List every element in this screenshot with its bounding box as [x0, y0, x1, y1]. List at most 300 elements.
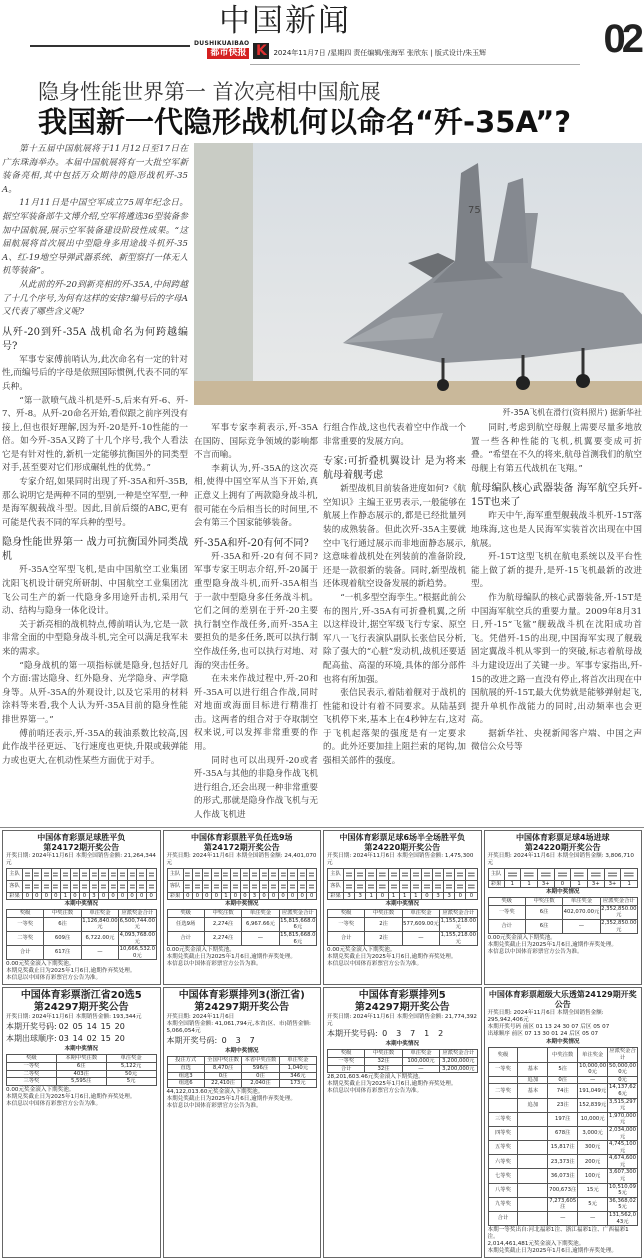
- match-cell: [307, 880, 317, 892]
- match-cell: 3+: [587, 880, 604, 888]
- match-cell: [355, 880, 366, 892]
- prize-cell: 191,049元: [578, 1084, 608, 1098]
- match-cell: [193, 880, 203, 892]
- prize-cell: 追加: [518, 1076, 548, 1084]
- match-cell: [51, 880, 61, 892]
- lottery-title: 中国体育彩票超级大乐透第24129期开奖公告: [488, 990, 637, 1010]
- section-heading: 歼-35A和歼-20有何不同?: [194, 537, 309, 549]
- prize-cell: 二等奖: [7, 932, 44, 946]
- match-cell: 1: [221, 892, 231, 900]
- match-cell: 1: [399, 892, 410, 900]
- prize-row: [488, 1141, 638, 1155]
- prize-cell: 奖级: [7, 910, 44, 918]
- prize-row: [488, 1197, 638, 1211]
- prize-cell: 组选3: [167, 1072, 204, 1080]
- prize-cell: 奖级: [488, 1048, 518, 1062]
- right-column: [194, 143, 642, 823]
- draw-number: 7: [249, 1036, 255, 1046]
- match-cell: [455, 880, 466, 892]
- prize-row: [488, 1183, 638, 1197]
- prize-cell: 中奖注数: [204, 910, 241, 918]
- match-cell: [388, 868, 399, 880]
- prize-cell: 五等奖: [488, 1141, 518, 1155]
- section-title: 中国新闻: [219, 3, 351, 39]
- paragraph: 专家介绍,如果同时出现了歼-35A和歼-35B,那么说明它是两种不同的型别,一种是空军型,一种是海军舰载战斗型。因此,目前后缀的ABC,更有可能是代表不同的军兵种的型号。: [2, 477, 188, 528]
- match-cell: [366, 868, 377, 880]
- lottery-title: 中国体育彩票排列5: [358, 990, 446, 1002]
- prize-cell: 一等奖: [488, 905, 525, 919]
- prize-caption: 本期中奖情况: [224, 1048, 259, 1055]
- prize-cell: 应派奖金合计: [440, 910, 477, 918]
- article-column-1: [2, 326, 188, 769]
- lottery-note: 本信息以中国体育彩票官方公告为准。: [166, 961, 262, 968]
- lottery-note: 0.00元奖金滚入下期奖池。: [6, 961, 75, 968]
- lottery-box: [2, 830, 161, 986]
- prize-cell: 6注: [525, 905, 562, 919]
- match-cell: [99, 868, 109, 880]
- match-cell: [307, 868, 317, 880]
- prize-row: [7, 917, 157, 931]
- match-row: [328, 880, 478, 892]
- draw-number: 02: [86, 1034, 97, 1044]
- prize-cell: 32注: [365, 1065, 402, 1073]
- lottery-title: 第24172期开奖公告: [203, 842, 280, 852]
- prize-cell: [518, 1183, 548, 1197]
- match-row: [7, 880, 157, 892]
- prize-cell: 3,607,300元: [609, 1169, 637, 1183]
- prize-row: [488, 1098, 638, 1112]
- prize-row: [328, 1057, 478, 1065]
- left-column: [2, 143, 188, 823]
- prize-row: [7, 932, 157, 946]
- prize-cell: 8,470注: [204, 1064, 241, 1072]
- match-cell: [421, 880, 432, 892]
- prize-cell: 3,515,297元: [609, 1098, 637, 1112]
- draw-number: 15: [100, 1022, 111, 1032]
- match-cell: 彩果: [328, 892, 344, 900]
- match-cell: 彩果: [488, 880, 504, 888]
- match-cell: 1: [621, 880, 638, 888]
- prize-cell: 22,410注: [204, 1080, 241, 1088]
- prize-cell: 单注奖金: [279, 1057, 316, 1065]
- match-cell: [344, 868, 355, 880]
- dateline: 2024年11月7日 /星期四 责任编辑/张海军 张欣东 | 版式设计/朱玉辉: [273, 49, 487, 57]
- divider: [250, 64, 580, 65]
- lottery-note: 28,201,603.46元奖金滚入下期奖池。: [327, 1074, 424, 1081]
- match-cell: [410, 880, 421, 892]
- paragraph: 在未来作战过程中,歼-20和歼-35A可以进行组合作战,同时对地面或海面目标进行精准打击。这两者的组合对于夺取制空权来说,可以发挥非常重要的作用。: [194, 674, 318, 753]
- prize-row: [328, 910, 478, 918]
- prize-cell: 3,200,000元: [440, 1065, 477, 1073]
- draw-label: 本期开奖号码:: [166, 1036, 218, 1046]
- lottery-box: [163, 830, 322, 986]
- prize-cell: 奖级: [488, 898, 525, 906]
- match-results-table: [6, 868, 157, 901]
- prize-cell: 全国中奖注数: [204, 1057, 241, 1065]
- prize-cell: 八等奖: [488, 1183, 518, 1197]
- prize-row: [7, 1070, 157, 1078]
- lottery-note: 本信息以中国体育彩票官方公告为准。: [327, 961, 423, 968]
- match-cell: 1: [61, 892, 71, 900]
- match-cell: 彩果: [167, 892, 183, 900]
- match-cell: [183, 868, 193, 880]
- lottery-note: 本期兑奖截止日为2025年1月6日,逾期作弃奖处理。: [6, 968, 136, 975]
- lottery-info: 本期开奖号码 前区 01 13 24 30 07 后区 05 07: [487, 1024, 610, 1031]
- draw-number: 05: [72, 1022, 83, 1032]
- draw-number: 0: [382, 1029, 388, 1039]
- prize-cell: 单注奖金: [563, 898, 600, 906]
- prize-cell: 14,137,626元: [609, 1084, 637, 1097]
- prize-cell: 一等奖: [328, 917, 365, 931]
- prize-caption: 本期中奖情况: [224, 901, 259, 908]
- lottery-note: 2,014,461,481元奖金滚入下期奖池。: [487, 1241, 585, 1248]
- match-cell: [537, 868, 554, 880]
- match-cell: 主队: [488, 868, 504, 880]
- match-cell: 0: [127, 892, 137, 900]
- match-cell: [80, 880, 90, 892]
- match-cell: [444, 880, 455, 892]
- match-row: [167, 892, 317, 900]
- prize-row: [7, 1078, 157, 1086]
- lottery-info: 开奖日期: 2024年11月6日 本期销售金额: 193,344元: [6, 1014, 142, 1021]
- match-cell: 0: [99, 892, 109, 900]
- match-cell: [108, 880, 118, 892]
- match-row: [328, 868, 478, 880]
- match-cell: 0: [42, 892, 52, 900]
- prize-cell: —: [402, 1065, 439, 1073]
- prize-cell: 5元: [578, 1197, 608, 1211]
- prize-cell: 2,274注: [204, 917, 241, 931]
- match-cell: [259, 868, 269, 880]
- match-cell: [344, 880, 355, 892]
- draw-number: 03: [58, 1034, 69, 1044]
- prize-caption: 本期中奖情况: [385, 1041, 420, 1048]
- match-cell: [70, 868, 80, 880]
- draw-label: 本期开奖号码:: [327, 1029, 378, 1039]
- lottery-info: 开奖日期: 2024年11月6日 本期全国销售金额: 295,942,406元: [487, 1010, 604, 1024]
- intro-paragraph: 11月11日是中国空军成立75周年纪念日。据空军装备部牛文博介绍,空军将遴选36型装备参加中国航展,展示空军装备建设阶段性成果。“这届航展将首次展出中型隐身多用途战斗机歼-35A、红-19地空导弹武器系统、新型察打一体无人机等装备”。: [2, 198, 188, 277]
- prize-cell: 0注: [204, 1072, 241, 1080]
- prize-cell: 中奖注数: [365, 910, 402, 918]
- match-cell: 0: [288, 892, 298, 900]
- prize-cell: [518, 1126, 548, 1140]
- draw-number: 14: [86, 1022, 97, 1032]
- match-cell: 1: [571, 880, 588, 888]
- prize-table: [167, 1056, 318, 1087]
- prize-row: [488, 905, 638, 919]
- prize-cell: 一等奖: [328, 1057, 365, 1065]
- match-cell: [466, 868, 477, 880]
- match-cell: [80, 868, 90, 880]
- paragraph: 同时,考虑到航空母舰上需要尽量多地放置一些各种性能的飞机,机翼要变成可折叠。“希望在不久的将来,航母首测我们的航空母舰上有第五代战机在飞翔。”: [471, 423, 642, 474]
- prize-cell: 0注: [242, 1072, 279, 1080]
- prize-cell: 200元: [578, 1155, 608, 1169]
- match-cell: [118, 880, 128, 892]
- prize-row: [488, 1062, 638, 1076]
- paragraph: 军事专家李莉表示,歼-35A在国防、国际竞争领域的影响都不言而喻。: [194, 423, 318, 461]
- prize-table: [167, 909, 318, 946]
- prize-row: [167, 932, 317, 946]
- paragraph: “隐身战机的第一项指标就是隐身,包括好几个方面:雷达隐身、红外隐身、光学隐身、声学隐身等。从歼-35A的外观设计,以及它采用的材料涂料等来看,我个人认为歼-35A目前的隐身性能排世界第一。”: [2, 660, 188, 725]
- prize-cell: 三等奖: [7, 1078, 57, 1086]
- prize-row: [328, 932, 478, 946]
- lottery-note: 本期兑奖截止日为2025年1月6日,逾期作弃奖处理。: [6, 1093, 136, 1100]
- prize-cell: 403注: [56, 1070, 106, 1078]
- lottery-note: 本信息以中国体育彩票官方公告为准。: [166, 1102, 262, 1109]
- prize-cell: —: [578, 1076, 608, 1084]
- draw-number: 14: [72, 1034, 83, 1044]
- prize-cell: 10,000,000元: [579, 1062, 607, 1076]
- match-cell: [571, 868, 588, 880]
- lottery-title: 中国体育彩票足球胜平负: [37, 832, 126, 842]
- prize-row: [488, 1155, 638, 1169]
- lottery-title: 第24297期开奖公告: [194, 1002, 290, 1014]
- lottery-note: 本期兑奖截止日为2025年1月6日,逾期作弃奖处理。: [487, 1248, 617, 1255]
- lottery-title: 中国体育彩票胜平负任选9场: [190, 832, 293, 842]
- prize-cell: 单注奖金: [242, 910, 279, 918]
- article-columns: [194, 422, 642, 823]
- lottery-info: 开奖日期: 2024年11月6日 本期全国销售金额: 21,264,344元: [6, 852, 156, 866]
- prize-cell: 6注: [56, 1062, 106, 1070]
- prize-row: [488, 1048, 638, 1062]
- match-cell: [269, 880, 279, 892]
- match-cell: [377, 868, 388, 880]
- prize-cell: 合计: [7, 946, 44, 960]
- match-cell: 1: [366, 892, 377, 900]
- prize-cell: 2,352,850.00元: [601, 905, 637, 919]
- prize-cell: 100元: [578, 1169, 608, 1183]
- paragraph: 歼-15T这型飞机在航电系统以及平台性能上做了新的提升,是歼-15飞机最新的改进型。: [471, 552, 642, 590]
- match-results-table: [327, 868, 478, 901]
- match-cell: 0: [118, 892, 128, 900]
- lottery-info: 开奖日期: 2024年11月6日 本期全国销售金额: 3,806,710元: [487, 852, 634, 866]
- lottery-title: 中国体育彩票排列3(浙江省): [178, 990, 305, 1002]
- prize-cell: 0注: [548, 1076, 578, 1084]
- match-cell: [146, 868, 156, 880]
- prize-cell: 6注: [525, 920, 562, 934]
- article-intro: [2, 143, 188, 320]
- lottery-title: 第24220期开奖公告: [524, 842, 601, 852]
- match-cell: [455, 868, 466, 880]
- prize-cell: [488, 1098, 518, 1112]
- prize-cell: 577,609.00元: [402, 917, 439, 931]
- prize-cell: 四等奖: [488, 1126, 518, 1140]
- prize-row: [7, 1062, 157, 1070]
- match-row: [7, 868, 157, 880]
- match-cell: 1: [521, 880, 538, 888]
- prize-cell: 15,815,668.06元: [280, 932, 316, 945]
- prize-cell: [518, 1048, 548, 1062]
- match-cell: 0: [554, 880, 571, 888]
- draw-number: 20: [114, 1034, 125, 1044]
- prize-row: [488, 1126, 638, 1140]
- lottery-note: 0.00元奖金滚入下期奖池。: [487, 935, 556, 942]
- draw-number: 1: [424, 1029, 430, 1039]
- draw-numbers: [6, 1021, 157, 1033]
- prize-row: [488, 1212, 638, 1226]
- match-cell: [108, 868, 118, 880]
- match-cell: [366, 880, 377, 892]
- prize-row: [7, 946, 157, 960]
- lottery-box: [484, 987, 643, 1258]
- prize-cell: 本省中奖注数: [242, 1057, 279, 1065]
- prize-cell: 3,000元: [578, 1126, 608, 1140]
- prize-caption: 本期中奖情况: [545, 889, 580, 896]
- continued-paragraph: 行组合作战,这也代表着空中作战一个非常重要的发展方向。: [323, 423, 466, 447]
- lottery-note: 本期兑奖截止日为2025年1月6日,逾期作弃奖处理。: [166, 1095, 296, 1102]
- prize-cell: 5注: [548, 1062, 578, 1076]
- prize-cell: 4,093,768.00元: [119, 932, 155, 945]
- paragraph: 歼-35A和歼-20有何不同?军事专家王明志介绍,歼-20属于重型隐身战斗机,而歼-35A相当于一款中型隐身多任务战斗机。它们之间的差别在于歼-20主要执行制空作战任务,而歼-35A主要担负的是多任务,既可以执行制空作战任务,也可以执行对地、对海的突击任务。: [194, 551, 318, 671]
- prize-row: [167, 1072, 317, 1080]
- prize-cell: [518, 1212, 548, 1226]
- match-cell: [231, 868, 241, 880]
- match-cell: [355, 868, 366, 880]
- paragraph: 据新华社、央视新闻客户端、中国之声微信公众号等: [471, 728, 642, 753]
- section-heading: 专家:可折叠机翼设计 是为将来航母着舰考虑: [323, 456, 466, 482]
- prize-caption: 本期中奖情况: [64, 901, 99, 908]
- lottery-box: [323, 830, 482, 986]
- prize-cell: 678注: [548, 1126, 578, 1140]
- prize-cell: 中奖注数: [525, 898, 562, 906]
- fighter-jet-photo: [194, 143, 642, 405]
- match-cell: [433, 868, 444, 880]
- match-cell: [621, 868, 638, 880]
- prize-cell: 3,200,000元: [440, 1057, 477, 1065]
- prize-cell: 中奖注数: [365, 1050, 402, 1058]
- paragraph: 关于新亮相的战机特点,傅前哨认为,它是一款非常全面的中型隐身战斗机,完全可以满足我军未来的需求。: [2, 619, 188, 657]
- match-cell: [250, 868, 260, 880]
- prize-cell: 10,000元: [578, 1112, 608, 1126]
- prize-cell: —: [81, 946, 118, 960]
- prize-cell: 10,510,095元: [609, 1183, 637, 1197]
- match-cell: 0: [23, 892, 33, 900]
- paragraph: “第一款喷气战斗机是歼-5,后来有歼-6、歼-7、歼-8。从歼-20命名开始,看似跟之前序列没有接上,但也很好理解,因为歼-20是歼-10性能的一倍。如今歼-35A又跨了十几个序号,我个人看法它是有针对性的,新机一定能够抗衡国外的同类型对手,甚至要对它们形成碾轧性的优势。”: [2, 395, 188, 474]
- lottery-title: 第24297期开奖公告: [354, 1002, 450, 1014]
- prize-cell: 2,352,850.00元: [601, 920, 637, 933]
- prize-cell: 应派奖金合计: [279, 910, 316, 918]
- brand-name-en: DUSHIKUAIBAO: [194, 40, 250, 47]
- lottery-title: 第24297期开奖公告: [33, 1002, 129, 1014]
- prize-cell: [518, 1197, 548, 1211]
- paragraph: 昨天中午,海军重型舰载战斗机歼-15T落地珠海,这也是人民海军实装首次出现在中国航展。: [471, 511, 642, 549]
- masthead: [0, 0, 644, 78]
- match-cell: 0: [466, 892, 477, 900]
- match-cell: 彩果: [7, 892, 23, 900]
- match-cell: [554, 868, 571, 880]
- brand-name-cn: 都市快报: [207, 48, 249, 59]
- match-cell: 客队: [167, 880, 183, 892]
- intro-paragraph: 从此前的歼-20到新亮相的歼-35A,中间跨越了十几个序号,为何有这样的安排?编号后的字母A又代表了哪些含义呢?: [2, 279, 188, 318]
- match-cell: [444, 868, 455, 880]
- match-cell: 0: [269, 892, 279, 900]
- match-cell: [212, 880, 222, 892]
- prize-row: [488, 898, 638, 906]
- lottery-title: 中国体育彩票足球4场进球: [515, 832, 610, 842]
- section-heading: 航母编队核心武器装备 海军航空兵歼-15T也来了: [471, 483, 642, 509]
- prize-cell: 300元: [578, 1141, 608, 1155]
- prize-row: [488, 920, 638, 934]
- k-logo-icon: K: [253, 43, 269, 59]
- prize-cell: 奖级: [328, 1050, 365, 1058]
- draw-number: 15: [100, 1034, 111, 1044]
- prize-cell: 应派奖金合计: [440, 1050, 477, 1058]
- match-cell: [137, 868, 147, 880]
- lottery-note: 本信息以中国体育彩票官方公告为准。: [487, 949, 583, 956]
- lottery-box: [2, 987, 161, 1258]
- prize-cell: 131,562,043元: [609, 1212, 637, 1225]
- prize-cell: 单注奖金: [578, 1048, 608, 1062]
- lottery-info: 开奖日期: 2024年11月6日 本期全国销售金额: 21,774,392元: [327, 1014, 477, 1028]
- paragraph: 新型战机目前装备进度如何?《航空知识》主编王亚男表示,一般能够在航展上作静态展示的,都是已经批量列装的成熟装备。但此次歼-35A主要就空中飞行通过展示而非地面静态展示,这意味着战机处在列装前的准备阶段,还是一款很新的装备。同时,新型战机还体现着航空设备发展的新趋势。: [323, 484, 466, 590]
- draw-number: 20: [114, 1022, 125, 1032]
- prize-cell: 609注: [44, 932, 81, 946]
- match-cell: [127, 868, 137, 880]
- prize-cell: 一等奖: [7, 917, 44, 931]
- prize-table: [488, 897, 639, 934]
- match-cell: [388, 880, 399, 892]
- lottery-note: 0.00元奖金滚入下期奖池。: [166, 947, 235, 954]
- prize-cell: 5,595注: [56, 1078, 106, 1086]
- prize-cell: 奖级: [167, 910, 204, 918]
- prize-cell: 投注方式: [167, 1057, 204, 1065]
- prize-row: [328, 1065, 478, 1073]
- match-cell: 0: [70, 892, 80, 900]
- prize-cell: 一等奖: [7, 1062, 57, 1070]
- prize-caption: 本期中奖情况: [385, 901, 420, 908]
- prize-cell: 346元: [279, 1072, 316, 1080]
- lottery-info: 开奖日期: 2024年11月6日 本期全国销售金额: 1,475,300元: [327, 852, 474, 866]
- lottery-info: 开奖日期: 2024年11月6日 本期全国销售金额: 24,401,070元: [166, 852, 317, 866]
- match-cell: [399, 868, 410, 880]
- lottery-note: 本信息以中国体育彩票官方公告为准。: [327, 1088, 423, 1095]
- match-cell: [604, 868, 621, 880]
- prize-cell: 组选6: [167, 1080, 204, 1088]
- prize-row: [167, 1080, 317, 1088]
- paragraph: “一机多型空海孪生。”根据此前公布的图片,歼-35A有可折叠机翼,之所以这样设计,据空军级飞行专家、原空军八一飞行表演队副队长张信民分析,除了强大的“心脏”发动机,战机还要适配高盐、高湿的环境,具体的部分部件也将有所加强。: [323, 592, 466, 685]
- prize-cell: 1,155,218.00元: [440, 932, 476, 945]
- prize-row: [7, 1055, 157, 1063]
- prize-cell: [518, 1141, 548, 1155]
- match-cell: [202, 868, 212, 880]
- lottery-announcements: [0, 828, 644, 1260]
- match-cell: [278, 868, 288, 880]
- brand-row: [194, 40, 486, 59]
- match-cell: [70, 880, 80, 892]
- prize-cell: —: [548, 1212, 578, 1226]
- prize-cell: 173元: [279, 1080, 316, 1088]
- lottery-note: 本期兑奖截止日为2025年1月6日,逾期作弃奖处理。: [487, 942, 617, 949]
- prize-cell: 5元: [106, 1078, 156, 1086]
- prize-cell: 1,970,000元: [609, 1112, 637, 1126]
- prize-cell: 23注: [548, 1098, 578, 1112]
- match-cell: [587, 868, 604, 880]
- prize-row: [167, 917, 317, 931]
- match-cell: [42, 880, 52, 892]
- lottery-info: 出球顺序 前区 07 13 30 01 24 后区 05 07: [487, 1031, 599, 1038]
- prize-cell: 7,273,605注: [549, 1197, 577, 1211]
- lottery-note: 本信息以中国体育彩票官方公告为准。: [6, 1100, 102, 1107]
- prize-cell: 700,673注: [548, 1183, 578, 1197]
- prize-row: [328, 917, 478, 931]
- prize-cell: 2,274注: [204, 932, 241, 946]
- prize-caption: 本期中奖情况: [545, 1039, 580, 1046]
- match-cell: [42, 868, 52, 880]
- paragraph: 张信民表示,着陆着舰对于战机的性能和设计有着不同要求。从陆基到飞机停下来,基本上在4秒钟左右,这对于飞机起落架的强度是有一定要求的。此外还要加挂上阻拦索的尾钩,加强相关部件的强度。: [323, 688, 466, 767]
- match-cell: [278, 880, 288, 892]
- prize-cell: [488, 1076, 518, 1084]
- match-cell: [23, 868, 33, 880]
